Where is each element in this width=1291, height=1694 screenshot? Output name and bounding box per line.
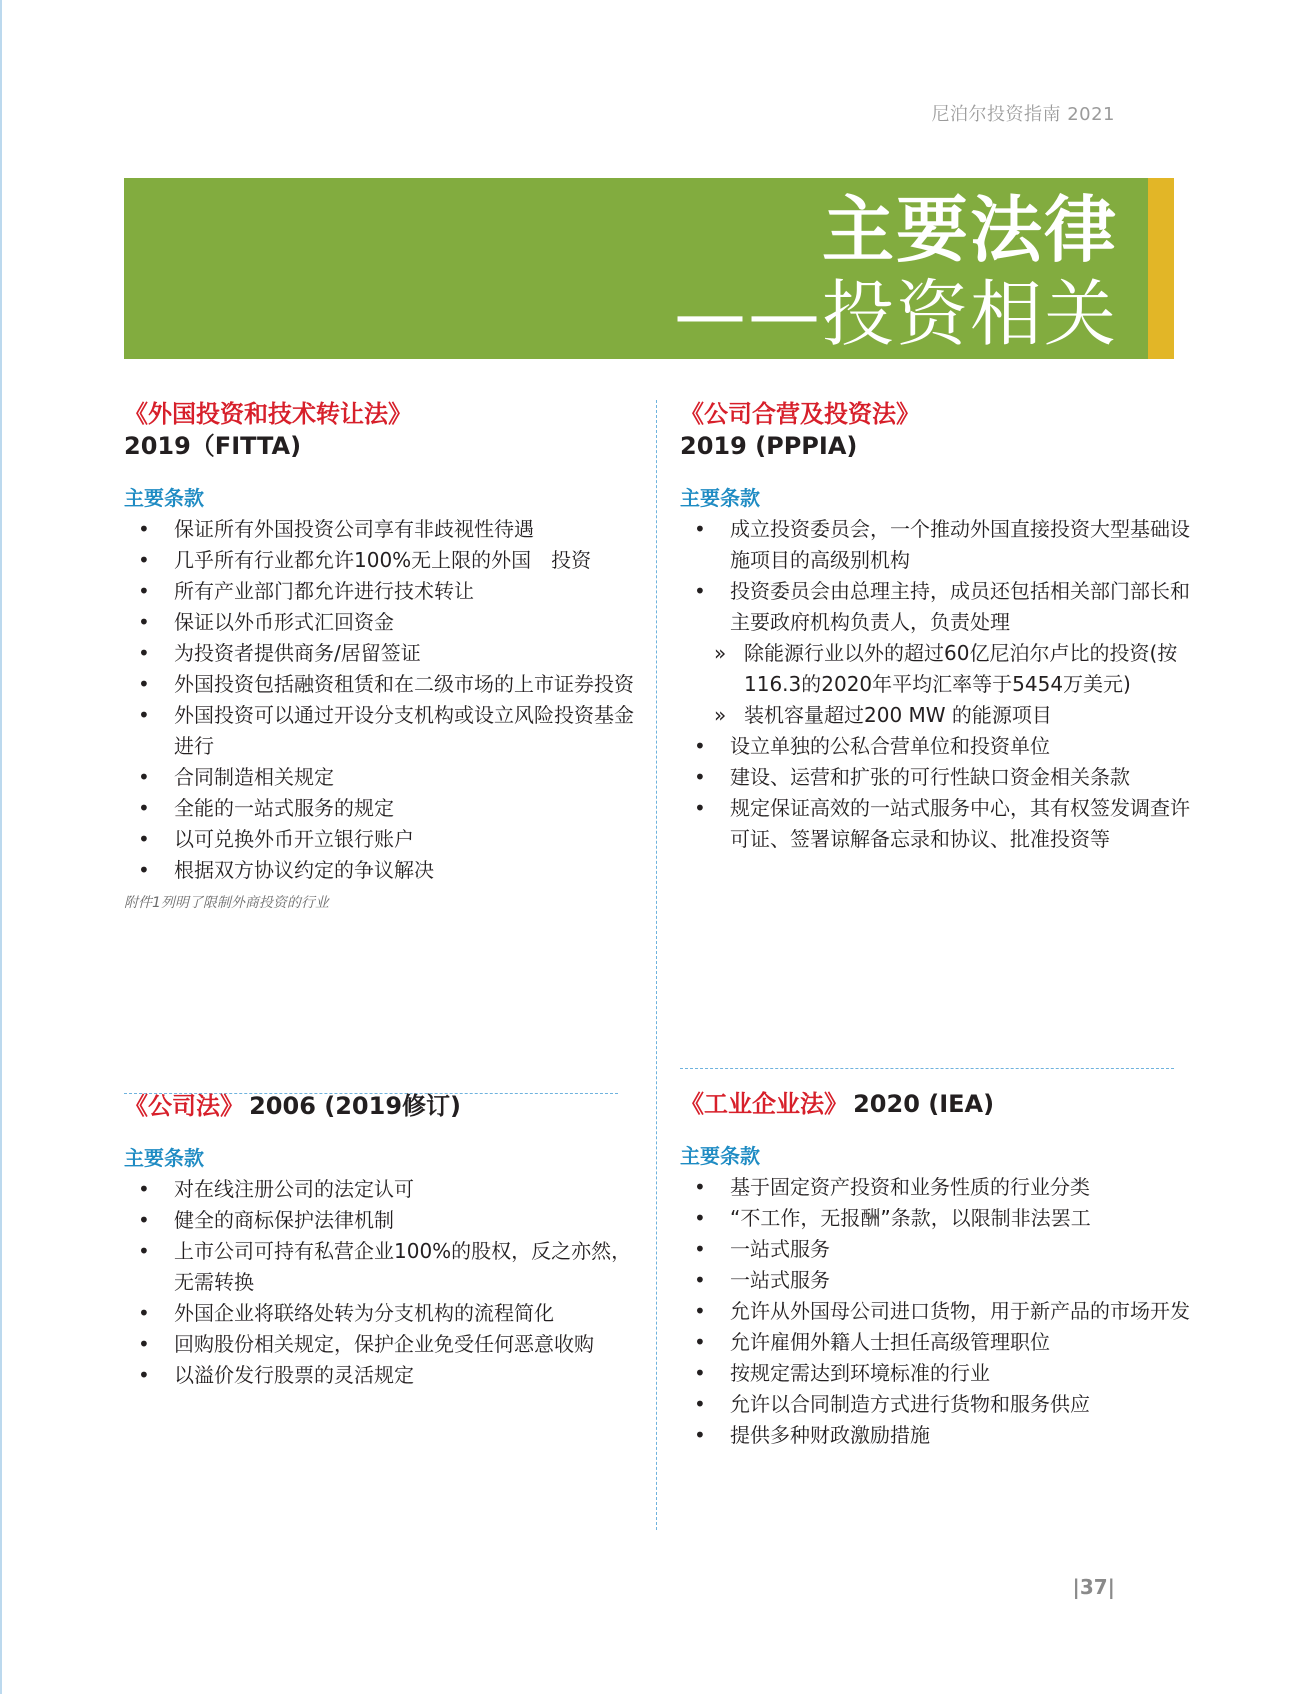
running-header: 尼泊尔投资指南 2021: [931, 104, 1115, 125]
provision-list: [124, 1174, 644, 1391]
list-item: • 为投资者提供商务/居留签证: [124, 638, 644, 669]
sub-list-item: » 装机容量超过200 MW 的能源项目: [680, 700, 1200, 731]
list-item: • 以溢价发行股票的灵活规定: [124, 1360, 644, 1391]
list-item: • 规定保证高效的一站式服务中心，其有权签发调查许可证、签署谅解备忘录和协议、批准投资等: [680, 793, 1200, 855]
sub-list-item: » 除能源行业以外的超过60亿尼泊尔卢比的投资(按116.3的2020年平均汇率等于5454万美元): [680, 638, 1200, 700]
banner-title-line1: 主要法律: [821, 188, 1118, 272]
list-item: • 全能的一站式服务的规定: [124, 793, 644, 824]
list-item: • 基于固定资产投资和业务性质的行业分类: [680, 1172, 1200, 1203]
list-item: • 允许雇佣外籍人士担任高级管理职位: [680, 1327, 1200, 1358]
title-banner: [124, 178, 1148, 359]
list-item: • 外国企业将联络处转为分支机构的流程简化: [124, 1298, 644, 1329]
law-year: 2006 (2019修订): [249, 1092, 461, 1120]
list-item: • 允许从外国母公司进口货物，用于新产品的市场开发: [680, 1296, 1200, 1327]
list-item: • 保证所有外国投资公司享有非歧视性待遇: [124, 514, 644, 545]
list-item: • 按规定需达到环境标准的行业: [680, 1358, 1200, 1389]
provision-list: [124, 514, 644, 886]
law-title: 《公司合营及投资法》: [680, 400, 920, 428]
law-year: 2019（FITTA): [124, 432, 302, 460]
row-divider-right: [680, 1068, 1174, 1069]
law-year: 2019 (PPPIA): [680, 432, 858, 460]
list-item: • 允许以合同制造方式进行货物和服务供应: [680, 1389, 1200, 1420]
list-item: • 投资委员会由总理主持，成员还包括相关部门部长和主要政府机构负责人，负责处理: [680, 576, 1200, 638]
list-item: • 上市公司可持有私营企业100%的股权，反之亦然，无需转换: [124, 1236, 644, 1298]
list-item: • 一站式服务: [680, 1234, 1200, 1265]
section-fitta: [124, 398, 644, 912]
section-subhead: 主要条款: [124, 1146, 204, 1170]
list-item: • 对在线注册公司的法定认可: [124, 1174, 644, 1205]
section-subhead: 主要条款: [680, 486, 760, 510]
list-item: • 外国投资可以通过开设分支机构或设立风险投资基金进行: [124, 700, 644, 762]
law-year: 2020 (IEA): [853, 1090, 995, 1118]
law-heading: [680, 1088, 1200, 1120]
page-edge-rule: [0, 0, 2, 1694]
list-item: • 健全的商标保护法律机制: [124, 1205, 644, 1236]
list-item: • 根据双方协议约定的争议解决: [124, 855, 644, 886]
list-item: • 一站式服务: [680, 1265, 1200, 1296]
list-item: • 提供多种财政激励措施: [680, 1420, 1200, 1451]
list-item: • 所有产业部门都允许进行技术转让: [124, 576, 644, 607]
provision-list: [680, 514, 1200, 855]
law-title: 《工业企业法》: [680, 1090, 848, 1118]
section-subhead: 主要条款: [680, 1144, 760, 1168]
section-industrial-enterprises-act: [680, 1088, 1200, 1451]
section-companies-act: [124, 1090, 644, 1391]
list-item: • 建设、运营和扩张的可行性缺口资金相关条款: [680, 762, 1200, 793]
provision-list: [680, 1172, 1200, 1451]
section-pppia: [680, 398, 1200, 855]
law-title: 《外国投资和技术转让法》: [124, 400, 412, 428]
section-subhead: 主要条款: [124, 486, 204, 510]
column-divider: [656, 400, 657, 1530]
list-item: • “不工作，无报酬”条款，以限制非法罢工: [680, 1203, 1200, 1234]
banner-accent-bar: [1148, 178, 1174, 359]
law-title: 《公司法》: [124, 1092, 244, 1120]
list-item: • 成立投资委员会，一个推动外国直接投资大型基础设施项目的高级别机构: [680, 514, 1200, 576]
list-item: • 以可兑换外币开立银行账户: [124, 824, 644, 855]
list-item: • 合同制造相关规定: [124, 762, 644, 793]
list-item: • 外国投资包括融资租赁和在二级市场的上市证券投资: [124, 669, 644, 700]
page-number: |37|: [1072, 1575, 1115, 1599]
list-item: • 设立单独的公私合营单位和投资单位: [680, 731, 1200, 762]
footnote: 附件1列明了限制外商投资的行业: [124, 895, 329, 911]
list-item: • 几乎所有行业都允许100%无上限的外国 投资: [124, 545, 644, 576]
banner-title-line2: ——投资相关: [673, 272, 1118, 356]
law-heading: [124, 1090, 644, 1122]
list-item: • 回购股份相关规定，保护企业免受任何恶意收购: [124, 1329, 644, 1360]
list-item: • 保证以外币形式汇回资金: [124, 607, 644, 638]
